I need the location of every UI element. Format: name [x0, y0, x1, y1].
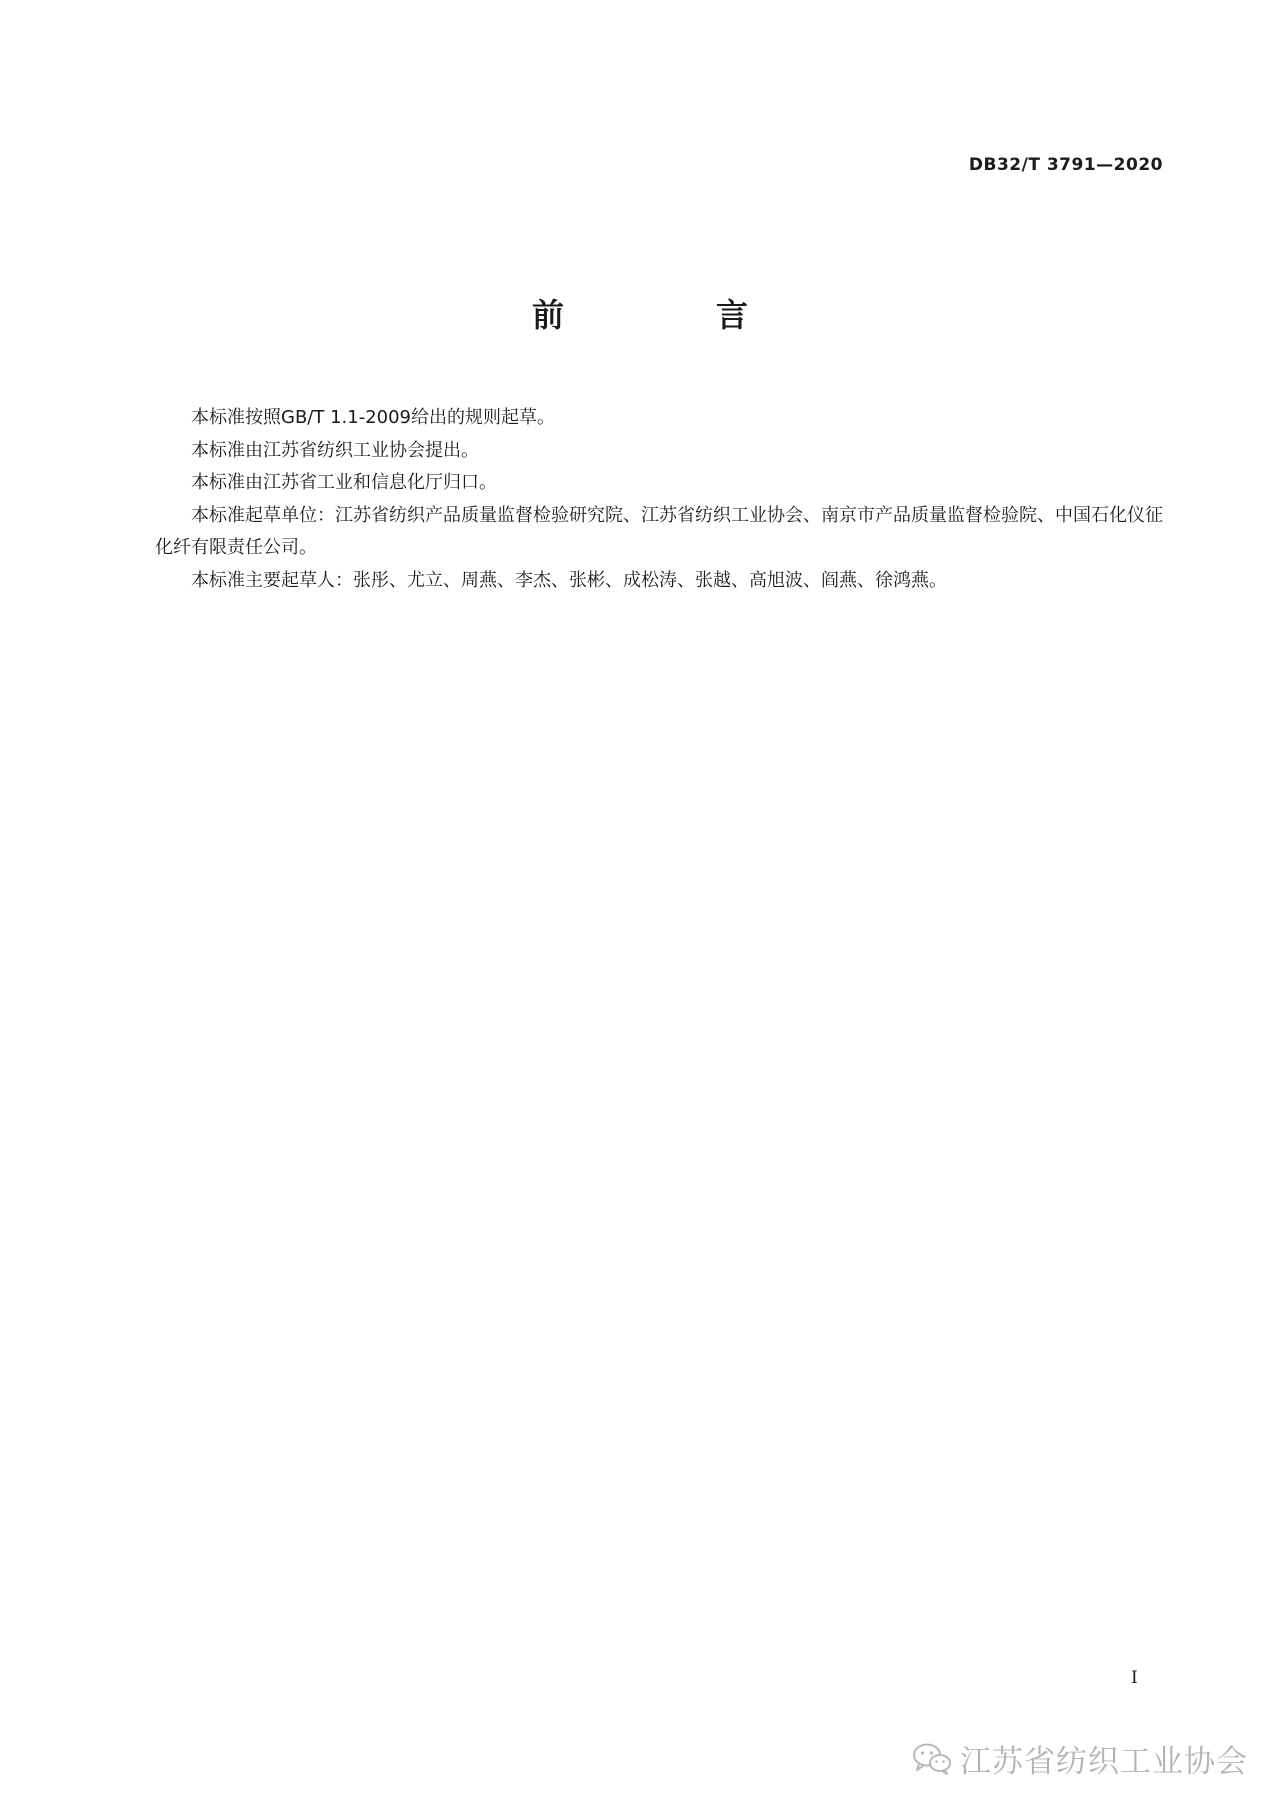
watermark-text: 江苏省纺织工业协会: [960, 1744, 1248, 1780]
paragraph-main-drafters: 本标准主要起草人：张彤、尤立、周燕、李杰、张彬、成松涛、张越、高旭波、阎燕、徐鸿燕。: [191, 569, 947, 591]
foreword-body: [155, 402, 1168, 597]
page-number: I: [1131, 1668, 1138, 1688]
paragraph-drafting-rules: 本标准按照GB/T 1.1-2009给出的规则起草。: [191, 407, 556, 428]
watermark: [912, 1736, 1248, 1781]
paragraph-centralized-management: 本标准由江苏省工业和信息化厅归口。: [191, 472, 497, 493]
standard-code: DB32/T 3791—2020: [968, 155, 1163, 175]
paragraph-drafting-units: 本标准起草单位：江苏省纺织产品质量监督检验研究院、江苏省纺织工业协会、南京市产品质量监督检验院、中国石化仪征化纤有限责任公司。: [155, 504, 1163, 558]
paragraph-proposer: 本标准由江苏省纺织工业协会提出。: [191, 439, 479, 461]
wechat-icon: [912, 1742, 952, 1776]
page-title: 前 言: [531, 296, 808, 334]
